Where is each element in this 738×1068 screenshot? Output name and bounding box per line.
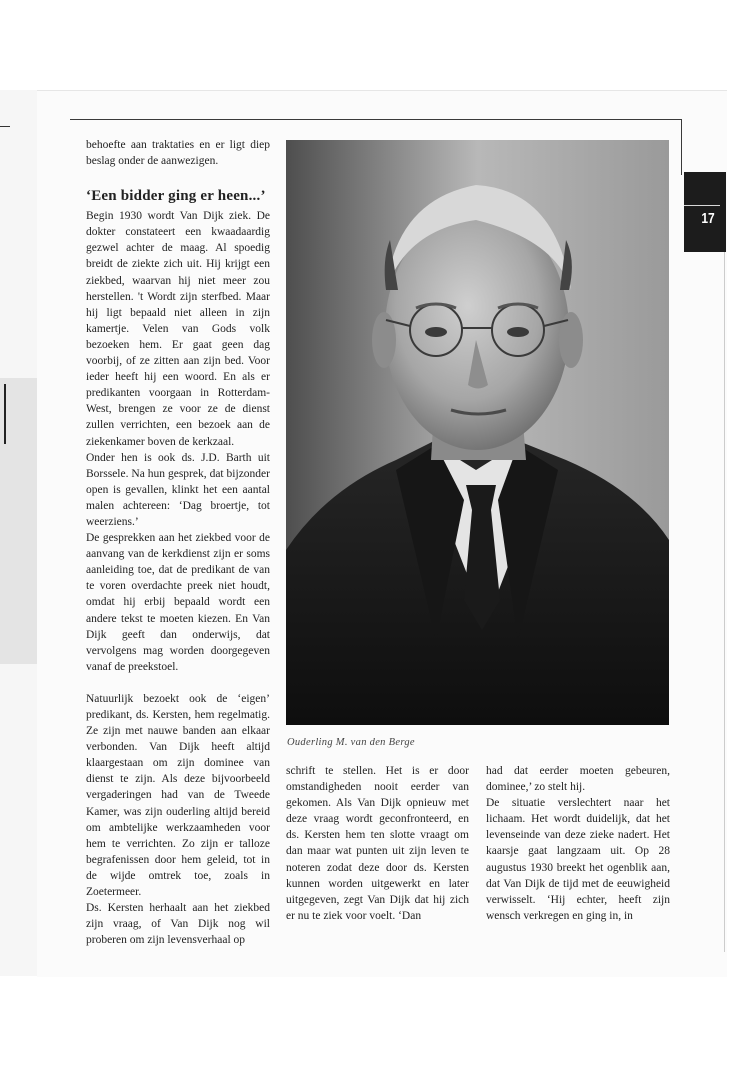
page-number: 17 [701,210,715,227]
body-paragraph: Onder hen is ook ds. J.D. Barth uit Borssele. Na hun gesprek, dat bijzonder open is gevallen, klinkt het een aantal malen achtereen: ‘Dag broertje, tot weerziens.’ [86,451,270,528]
body-paragraph: De situatie verslechtert naar het lichaam. Het wordt duidelijk, dat het levenseinde van deze zieke nadert. Het kaarsje gaat langzaam uit. Op 28 augustus 1930 breekt het ogenblik aan, dat Van Dijk de tijd met de eeuwigheid verwisselt. ‘Hij echter, heeft zijn wensch verkregen en ging in, in [486,797,670,922]
page-right-edge [724,252,725,952]
body-paragraph: De gesprekken aan het ziekbed voor de aanvang van de kerkdienst zijn er soms aanleiding toe, dat de predikant de van te voren overdachte preek niet houdt, omdat hij erbij bepaald wordt een andere tekst te moeten kiezen. En Van Dijk geeft dan onderwijs, dat vervolgens mag worden doorgegeven vanaf de preekstoel. [86,532,270,673]
body-paragraph: Begin 1930 wordt Van Dijk ziek. De dokter constateert een kwaadaardig gezwel achter de maag. Al spoedig breidt de ziekte zich uit. Hij krijgt een ziekbed, waarvan hij niet meer zou herstellen. 't Wordt zijn sterfbed. Maar hij ligt bepaald niet alleen in zijn kamertje. Velen van Gods volk bezoeken hem. Er gaat geen dag voorbij, of ze zitten aan zijn bed. Voor ieder heeft hij een woord. En als er predikanten voorgaan in Rotterdam-West, brengen ze voor ze de dienst zullen verrichten, een bezoek aan de ziekenkamer boven de kerkzaal. [86,210,270,448]
portrait-image [286,140,669,725]
edge-bar-mark [4,384,6,444]
top-rule [70,119,682,120]
body-paragraph: Ds. Kersten herhaalt aan het ziekbed zijn vraag, of Van Dijk nog wil proberen om zijn levensverhaal op [86,902,270,947]
portrait-photo [286,140,669,725]
body-paragraph: schrift te stellen. Het is er door omstandigheden nooit eerder van gekomen. Als Van Dijk opnieuw met deze vraag wordt geconfronteerd, en ds. Kersten hem ten slotte vraagt om dan maar wat punten uit zijn leven te noteren zodat deze door ds. Kersten kunnen worden uitgewerkt en later uitgegeven, zegt Van Dijk dat hij zich er nu te ziek voor voelt. ‘Dan [286,765,469,922]
edge-tick-mark [0,126,10,127]
body-paragraph: Natuurlijk bezoekt ook de ‘eigen’ predikant, ds. Kersten, hem regelmatig. Ze zijn met nauwe banden aan elkaar verbonden. Van Dijk heeft altijd klaargestaan om zijn dominee van dienst te zijn. Als deze bijvoorbeeld vergaderingen had van de Tweede Kamer, was zijn ouderling altijd bereid om ambtelijke werkzaamheden voor hem te verrichten. Zo zijn er talloze begrafenissen door hem geleid, tot in de wijde omtrek toe, zoals in Zoetermeer. [86,692,270,899]
section-heading: ‘Een bidder ging er heen...’ [86,188,266,205]
intro-paragraph: behoefte aan traktaties en er ligt diep beslag onder de aanwezigen. [86,139,270,168]
top-rule-corner [681,119,682,175]
body-paragraph: had dat eerder moeten gebeuren, dominee,’ zo stelt hij. [486,765,670,794]
column-middle [286,763,469,924]
page-tab-line [684,205,720,206]
column-right [486,763,670,924]
column-left [86,137,270,948]
photo-caption: Ouderling M. van den Berge [287,737,415,748]
